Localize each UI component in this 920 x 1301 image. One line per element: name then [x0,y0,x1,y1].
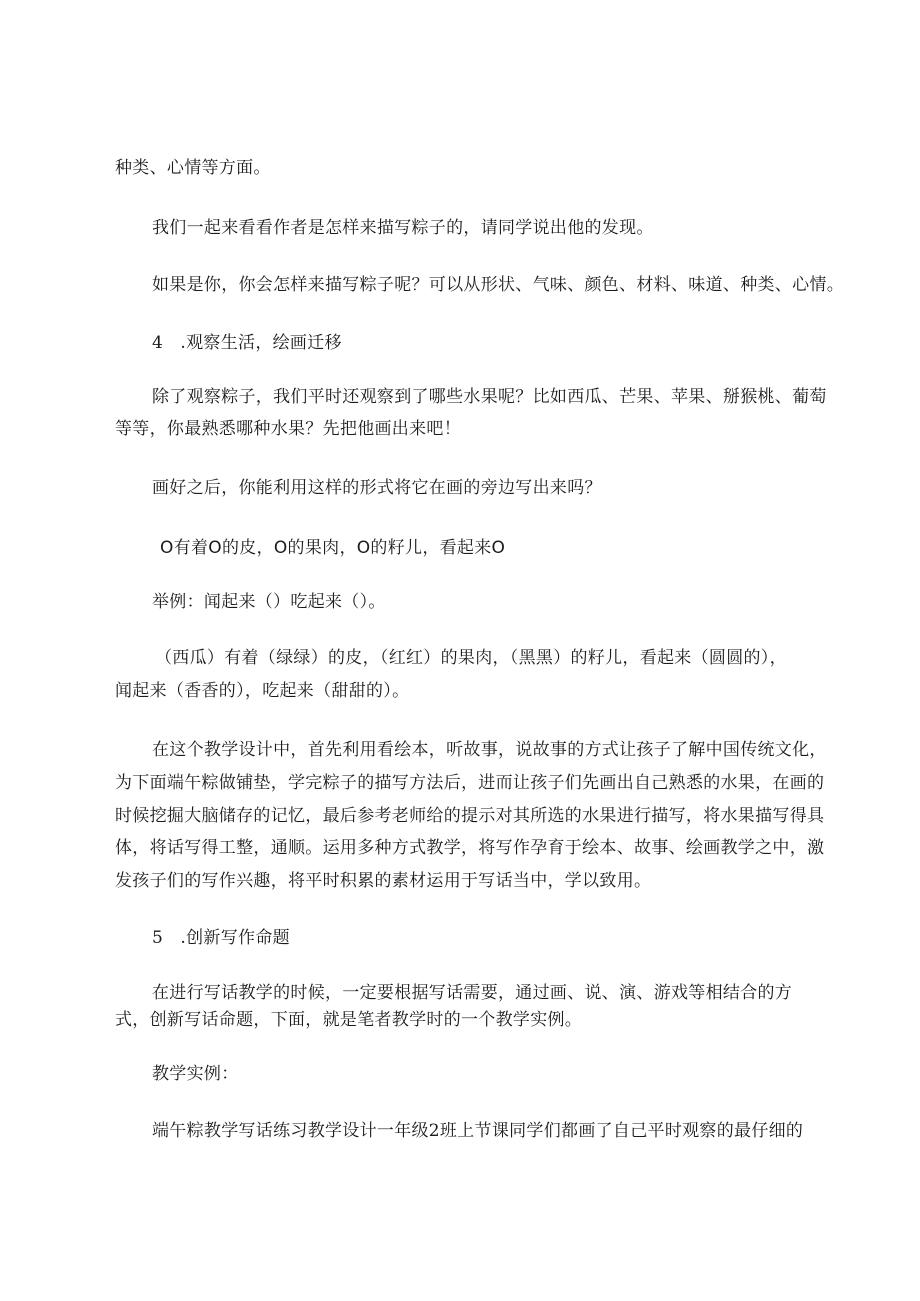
paragraph-line: 等等，你最熟悉哪种水果？先把他画出来吧！ [115,419,461,439]
paragraph-line: 除了观察粽子，我们平时还观察到了哪些水果呢？比如西瓜、芒果、苹果、掰猴桃、葡萄 [152,387,827,407]
paragraph-line: 举例：闻起来（）吃起来（）。 [152,592,386,612]
paragraph-line: 我们一起来看看作者是怎样来描写粽子的，请同学说出他的发现。 [152,218,654,238]
paragraph-line: 发孩子们的写作兴趣，将平时积累的素材运用于写话当中，学以致用。 [115,871,652,891]
paragraph-line: 时候挖掘大脑储存的记忆，最后参考老师给的提示对其所选的水果进行描写，将水果描写得具 [115,806,825,826]
paragraph-line: 体，将话写得工整，通顺。运用多种方式教学，将写作孕育于绘本、故事、绘画教学之中，激 [115,838,825,858]
paragraph-line: 端午粽教学写话练习教学设计一年级2班上节课同学们都画了自己平时观察的最仔细的 [152,1121,804,1141]
paragraph-line: （西瓜）有着（绿绿）的皮，（红红）的果肉，（黑黑）的籽儿，看起来（圆圆的）， [155,648,787,668]
paragraph-line: 在进行写话教学的时候，一定要根据写话需要，通过画、说、演、游戏等相结合的方 [152,983,793,1003]
template-sentence: O有着O的皮，O的果肉，O的籽儿，看起来O [160,538,506,558]
paragraph-line: 种类、心情等方面。 [115,158,271,178]
paragraph-line: 为下面端午粽做铺垫，学完粽子的描写方法后，进而让孩子们先画出自己熟悉的水果，在画的 [115,773,825,793]
paragraph-line: 在这个教学设计中，首先利用看绘本，听故事，说故事的方式让孩子了解中国传统文化， [152,740,827,760]
paragraph-line: 闻起来（香香的），吃起来（甜甜的）。 [115,681,410,701]
paragraph-line: 如果是你，你会怎样来描写粽子呢？可以从形状、气味、颜色、材料、味道、种类、心情。 [152,275,844,295]
paragraph-line: 画好之后，你能利用这样的形式将它在画的旁边写出来吗？ [152,478,602,498]
section-heading: 4 .观察生活，绘画迁移 [152,333,342,353]
paragraph-line: 式，创新写话命题，下面，就是笔者教学时的一个教学实例。 [115,1010,583,1030]
section-heading: 5 .创新写作命题 [152,928,290,948]
paragraph-line: 教学实例： [152,1064,239,1084]
